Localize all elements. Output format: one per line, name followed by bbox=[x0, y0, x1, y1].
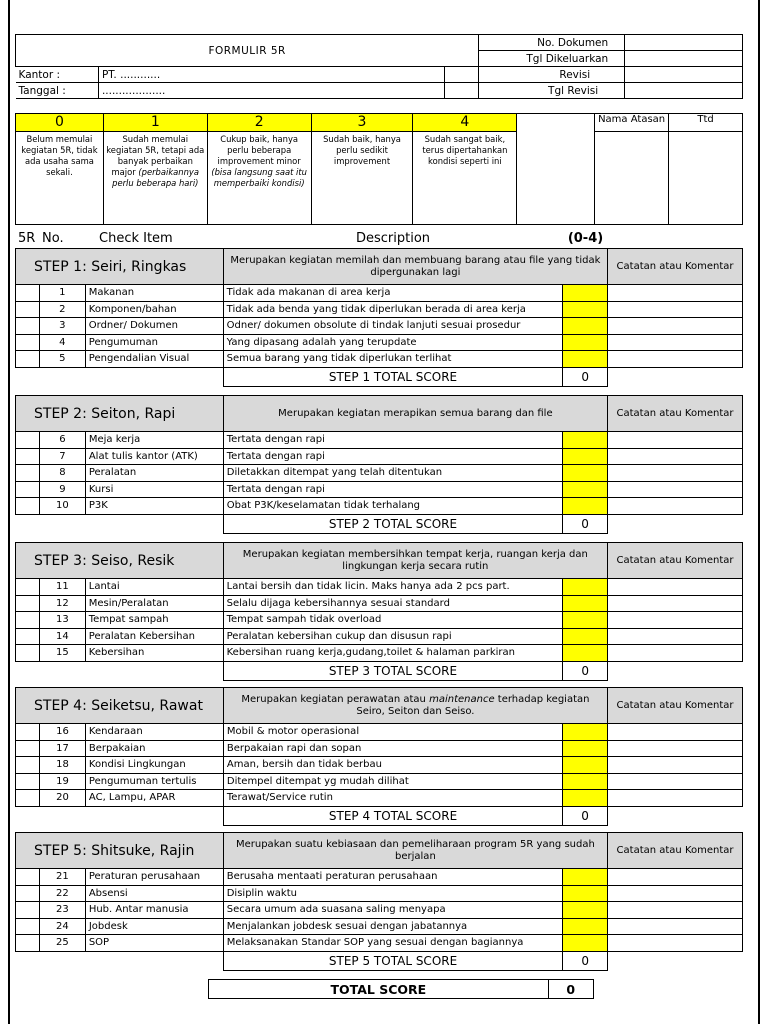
col-score: (0-4) bbox=[567, 230, 604, 246]
comment-header: Catatan atau Komentar bbox=[608, 833, 743, 869]
level-2-description: Cukup baik, hanya perlu beberapa improvement minor (bisa langsung saat itu memperbaiki kondisi) bbox=[207, 132, 311, 225]
comment-input[interactable] bbox=[608, 448, 743, 465]
check-item: Meja kerja bbox=[85, 432, 223, 449]
score-legend bbox=[15, 113, 743, 225]
item-description: Ditempel ditempat yg mudah dilihat bbox=[223, 773, 562, 790]
signature-field[interactable] bbox=[669, 132, 743, 225]
check-item: Kursi bbox=[85, 481, 223, 498]
table-row bbox=[16, 724, 743, 741]
doc-number-value[interactable] bbox=[625, 35, 743, 51]
table-row bbox=[16, 935, 743, 952]
table-row bbox=[16, 790, 743, 807]
item-description: Melaksanakan Standar SOP yang sesuai dengan bagiannya bbox=[223, 935, 563, 952]
step-total-value: 0 bbox=[563, 514, 608, 533]
item-number: 4 bbox=[39, 334, 85, 351]
item-number: 22 bbox=[39, 885, 85, 902]
table-row bbox=[16, 869, 743, 886]
comment-input[interactable] bbox=[608, 301, 743, 318]
item-description: Terawat/Service rutin bbox=[223, 790, 562, 807]
item-number: 13 bbox=[39, 612, 85, 629]
step-total-label: STEP 5 TOTAL SCORE bbox=[223, 951, 563, 970]
score-input[interactable] bbox=[563, 628, 608, 645]
step-description: Merupakan kegiatan membersihkan tempat kerja, ruangan kerja dan lingkungan kerja secara rutin bbox=[223, 543, 607, 579]
item-description: Secara umum ada suasana saling menyapa bbox=[223, 902, 563, 919]
comment-input[interactable] bbox=[608, 612, 743, 629]
comment-input[interactable] bbox=[608, 318, 743, 335]
check-item: Alat tulis kantor (ATK) bbox=[85, 448, 223, 465]
score-input[interactable] bbox=[563, 432, 608, 449]
step-description: Merupakan suatu kebiasaan dan pemeliharaan program 5R yang sudah berjalan bbox=[223, 833, 607, 869]
score-input[interactable] bbox=[563, 498, 608, 515]
score-input[interactable] bbox=[563, 790, 608, 807]
item-number: 14 bbox=[39, 628, 85, 645]
score-input[interactable] bbox=[563, 935, 608, 952]
comment-input[interactable] bbox=[608, 285, 743, 302]
item-number: 9 bbox=[39, 481, 85, 498]
table-row bbox=[16, 612, 743, 629]
level-3-description: Sudah baik, hanya perlu sedikit improvement bbox=[311, 132, 413, 225]
step-total-value: 0 bbox=[563, 367, 608, 386]
score-input[interactable] bbox=[563, 773, 608, 790]
comment-input[interactable] bbox=[608, 790, 743, 807]
level-0-description: Belum memulai kegiatan 5R, tidak ada usaha sama sekali. bbox=[16, 132, 104, 225]
item-number: 11 bbox=[39, 579, 85, 596]
item-number: 1 bbox=[39, 285, 85, 302]
comment-input[interactable] bbox=[608, 918, 743, 935]
item-description: Obat P3K/keselamatan tidak terhalang bbox=[223, 498, 562, 515]
table-row bbox=[16, 579, 743, 596]
level-2-number: 2 bbox=[207, 114, 311, 132]
item-description: Berpakaian rapi dan sopan bbox=[223, 740, 562, 757]
score-input[interactable] bbox=[563, 481, 608, 498]
score-input[interactable] bbox=[563, 579, 608, 596]
check-item: Peralatan Kebersihan bbox=[85, 628, 223, 645]
check-item: Pengumuman bbox=[85, 334, 223, 351]
item-number: 17 bbox=[39, 740, 85, 757]
table-row bbox=[16, 885, 743, 902]
table-row bbox=[16, 448, 743, 465]
comment-input[interactable] bbox=[608, 432, 743, 449]
step-total-value: 0 bbox=[563, 951, 608, 970]
item-number: 8 bbox=[39, 465, 85, 482]
item-number: 7 bbox=[39, 448, 85, 465]
item-number: 15 bbox=[39, 645, 85, 662]
item-number: 21 bbox=[39, 869, 85, 886]
check-item: Pengumuman tertulis bbox=[85, 773, 223, 790]
step-total-value: 0 bbox=[563, 661, 608, 680]
table-row bbox=[16, 498, 743, 515]
comment-input[interactable] bbox=[608, 481, 743, 498]
item-description: Yang dipasang adalah yang terupdate bbox=[223, 334, 563, 351]
item-number: 3 bbox=[39, 318, 85, 335]
item-number: 18 bbox=[39, 757, 85, 774]
form-title: FORMULIR 5R bbox=[16, 35, 479, 67]
revision-date-value[interactable] bbox=[625, 83, 743, 99]
item-number: 12 bbox=[39, 595, 85, 612]
comment-input[interactable] bbox=[608, 595, 743, 612]
comment-input[interactable] bbox=[608, 724, 743, 741]
table-row bbox=[16, 481, 743, 498]
signature-label: Ttd bbox=[669, 114, 743, 132]
item-description: Tempat sampah tidak overload bbox=[223, 612, 563, 629]
item-description: Kebersihan ruang kerja,gudang,toilet & halaman parkiran bbox=[223, 645, 563, 662]
tanggal-value[interactable]: ................... bbox=[98, 83, 444, 99]
item-description: Tertata dengan rapi bbox=[223, 448, 562, 465]
comment-header: Catatan atau Komentar bbox=[608, 543, 743, 579]
score-input[interactable] bbox=[563, 465, 608, 482]
revision-date-label: Tgl Revisi bbox=[479, 83, 625, 99]
level-1-description: Sudah memulai kegiatan 5R, tetapi ada banyak perbaikan major (perbaikannya perlu beberapa hari) bbox=[103, 132, 207, 225]
score-input[interactable] bbox=[563, 318, 608, 335]
table-row bbox=[16, 645, 743, 662]
table-row bbox=[16, 334, 743, 351]
score-input[interactable] bbox=[563, 285, 608, 302]
supervisor-name-label: Nama Atasan bbox=[595, 114, 669, 132]
item-description: Lantai bersih dan tidak licin. Maks hanya ada 2 pcs part. bbox=[223, 579, 563, 596]
comment-input[interactable] bbox=[608, 740, 743, 757]
check-item: SOP bbox=[85, 935, 223, 952]
grand-total bbox=[208, 979, 743, 999]
item-description: Tertata dengan rapi bbox=[223, 432, 562, 449]
table-row bbox=[16, 432, 743, 449]
score-input[interactable] bbox=[563, 885, 608, 902]
issue-date-label: Tgl Dikeluarkan bbox=[479, 51, 625, 67]
comment-input[interactable] bbox=[608, 465, 743, 482]
step-description: Merupakan kegiatan merapikan semua barang dan file bbox=[223, 396, 607, 432]
level-4-number: 4 bbox=[413, 114, 517, 132]
level-4-description: Sudah sangat baik, terus dipertahankan kondisi seperti ini bbox=[413, 132, 517, 225]
score-input[interactable] bbox=[563, 351, 608, 368]
score-input[interactable] bbox=[563, 869, 608, 886]
comment-header: Catatan atau Komentar bbox=[608, 249, 743, 285]
step-2-table bbox=[15, 395, 743, 534]
kantor-label: Kantor : bbox=[16, 67, 99, 83]
item-description: Selalu dijaga kebersihannya sesuai standard bbox=[223, 595, 563, 612]
check-item: Tempat sampah bbox=[85, 612, 223, 629]
item-number: 16 bbox=[39, 724, 85, 741]
comment-input[interactable] bbox=[608, 902, 743, 919]
item-description: Tidak ada benda yang tidak diperlukan berada di area kerja bbox=[223, 301, 563, 318]
check-item: Berpakaian bbox=[85, 740, 223, 757]
comment-input[interactable] bbox=[608, 757, 743, 774]
table-row bbox=[16, 351, 743, 368]
level-0-number: 0 bbox=[16, 114, 104, 132]
item-description: Aman, bersih dan tidak berbau bbox=[223, 757, 562, 774]
item-description: Berusaha mentaati peraturan perusahaan bbox=[223, 869, 563, 886]
step-title: STEP 3: Seiso, Resik bbox=[16, 543, 224, 579]
check-item: Pengendalian Visual bbox=[85, 351, 223, 368]
score-input[interactable] bbox=[563, 740, 608, 757]
check-item: P3K bbox=[85, 498, 223, 515]
table-row bbox=[16, 301, 743, 318]
col-description: Description bbox=[355, 230, 431, 246]
doc-number-label: No. Dokumen bbox=[479, 35, 625, 51]
grand-total-label: TOTAL SCORE bbox=[209, 980, 549, 999]
check-item: Peraturan perusahaan bbox=[85, 869, 223, 886]
score-input[interactable] bbox=[563, 902, 608, 919]
step-4-table bbox=[15, 687, 743, 826]
issue-date-value[interactable] bbox=[625, 51, 743, 67]
step-total-label: STEP 2 TOTAL SCORE bbox=[223, 514, 562, 533]
score-input[interactable] bbox=[563, 334, 608, 351]
comment-input[interactable] bbox=[608, 498, 743, 515]
item-description: Mobil & motor operasional bbox=[223, 724, 562, 741]
item-number: 6 bbox=[39, 432, 85, 449]
step-title: STEP 4: Seiketsu, Rawat bbox=[16, 688, 224, 724]
check-item: Kondisi Lingkungan bbox=[85, 757, 223, 774]
score-input[interactable] bbox=[563, 448, 608, 465]
table-row bbox=[16, 757, 743, 774]
grand-total-value: 0 bbox=[548, 980, 593, 999]
comment-input[interactable] bbox=[608, 334, 743, 351]
table-row bbox=[16, 595, 743, 612]
check-item: Jobdesk bbox=[85, 918, 223, 935]
check-item: Ordner/ Dokumen bbox=[85, 318, 223, 335]
col-check-item: Check Item bbox=[99, 230, 173, 246]
check-item: Lantai bbox=[85, 579, 223, 596]
level-1-number: 1 bbox=[103, 114, 207, 132]
check-item: Hub. Antar manusia bbox=[85, 902, 223, 919]
step-description: Merupakan kegiatan perawatan atau maintenance terhadap kegiatan Seiro, Seiton dan Seiso. bbox=[223, 688, 607, 724]
form-header bbox=[15, 34, 743, 99]
score-input[interactable] bbox=[563, 918, 608, 935]
table-row bbox=[16, 465, 743, 482]
item-description: Semua barang yang tidak diperlukan terlihat bbox=[223, 351, 563, 368]
level-3-number: 3 bbox=[311, 114, 413, 132]
item-number: 24 bbox=[39, 918, 85, 935]
item-description: Odner/ dokumen obsolute di tindak lanjuti sesuai prosedur bbox=[223, 318, 563, 335]
table-row bbox=[16, 902, 743, 919]
item-description: Disiplin waktu bbox=[223, 885, 563, 902]
item-number: 2 bbox=[39, 301, 85, 318]
revision-label: Revisi bbox=[479, 67, 625, 83]
column-headers bbox=[15, 227, 743, 249]
table-row bbox=[16, 740, 743, 757]
col-5r: 5R bbox=[18, 230, 36, 246]
item-number: 19 bbox=[39, 773, 85, 790]
step-total-label: STEP 3 TOTAL SCORE bbox=[223, 661, 563, 680]
comment-header: Catatan atau Komentar bbox=[608, 396, 743, 432]
comment-input[interactable] bbox=[608, 351, 743, 368]
check-item: Makanan bbox=[85, 285, 223, 302]
table-row bbox=[16, 285, 743, 302]
check-item: Absensi bbox=[85, 885, 223, 902]
check-item: Mesin/Peralatan bbox=[85, 595, 223, 612]
step-total-label: STEP 4 TOTAL SCORE bbox=[223, 806, 562, 825]
comment-input[interactable] bbox=[608, 579, 743, 596]
item-number: 10 bbox=[39, 498, 85, 515]
step-title: STEP 1: Seiri, Ringkas bbox=[16, 249, 224, 285]
table-row bbox=[16, 773, 743, 790]
item-description: Menjalankan jobdesk sesuai dengan jabatannya bbox=[223, 918, 563, 935]
step-total-value: 0 bbox=[563, 806, 608, 825]
score-input[interactable] bbox=[563, 724, 608, 741]
score-input[interactable] bbox=[563, 612, 608, 629]
score-input[interactable] bbox=[563, 757, 608, 774]
item-number: 23 bbox=[39, 902, 85, 919]
col-no: No. bbox=[42, 230, 64, 246]
step-total-label: STEP 1 TOTAL SCORE bbox=[223, 367, 563, 386]
step-title: STEP 5: Shitsuke, Rajin bbox=[16, 833, 224, 869]
item-description: Diletakkan ditempat yang telah ditentukan bbox=[223, 465, 562, 482]
table-row bbox=[16, 318, 743, 335]
score-input[interactable] bbox=[563, 595, 608, 612]
item-description: Tertata dengan rapi bbox=[223, 481, 562, 498]
tanggal-label: Tanggal : bbox=[16, 83, 99, 99]
step-description: Merupakan kegiatan memilah dan membuang barang atau file yang tidak dipergunakan lagi bbox=[223, 249, 607, 285]
comment-header: Catatan atau Komentar bbox=[608, 688, 743, 724]
check-item: Kendaraan bbox=[85, 724, 223, 741]
comment-input[interactable] bbox=[608, 935, 743, 952]
kantor-value[interactable]: PT. ............ bbox=[98, 67, 444, 83]
item-number: 20 bbox=[39, 790, 85, 807]
comment-input[interactable] bbox=[608, 869, 743, 886]
comment-input[interactable] bbox=[608, 773, 743, 790]
comment-input[interactable] bbox=[608, 885, 743, 902]
comment-input[interactable] bbox=[608, 645, 743, 662]
check-item: Kebersihan bbox=[85, 645, 223, 662]
supervisor-name-field[interactable] bbox=[595, 132, 669, 225]
score-input[interactable] bbox=[563, 301, 608, 318]
item-description: Tidak ada makanan di area kerja bbox=[223, 285, 563, 302]
table-row bbox=[16, 918, 743, 935]
item-number: 5 bbox=[39, 351, 85, 368]
step-3-table bbox=[15, 542, 743, 681]
item-description: Peralatan kebersihan cukup dan disusun rapi bbox=[223, 628, 563, 645]
step-1-table bbox=[15, 248, 743, 387]
item-number: 25 bbox=[39, 935, 85, 952]
table-row bbox=[16, 628, 743, 645]
revision-value[interactable] bbox=[625, 67, 743, 83]
check-item: Komponen/bahan bbox=[85, 301, 223, 318]
check-item: Peralatan bbox=[85, 465, 223, 482]
score-input[interactable] bbox=[563, 645, 608, 662]
comment-input[interactable] bbox=[608, 628, 743, 645]
check-item: AC, Lampu, APAR bbox=[85, 790, 223, 807]
step-title: STEP 2: Seiton, Rapi bbox=[16, 396, 224, 432]
step-5-table bbox=[15, 832, 743, 971]
